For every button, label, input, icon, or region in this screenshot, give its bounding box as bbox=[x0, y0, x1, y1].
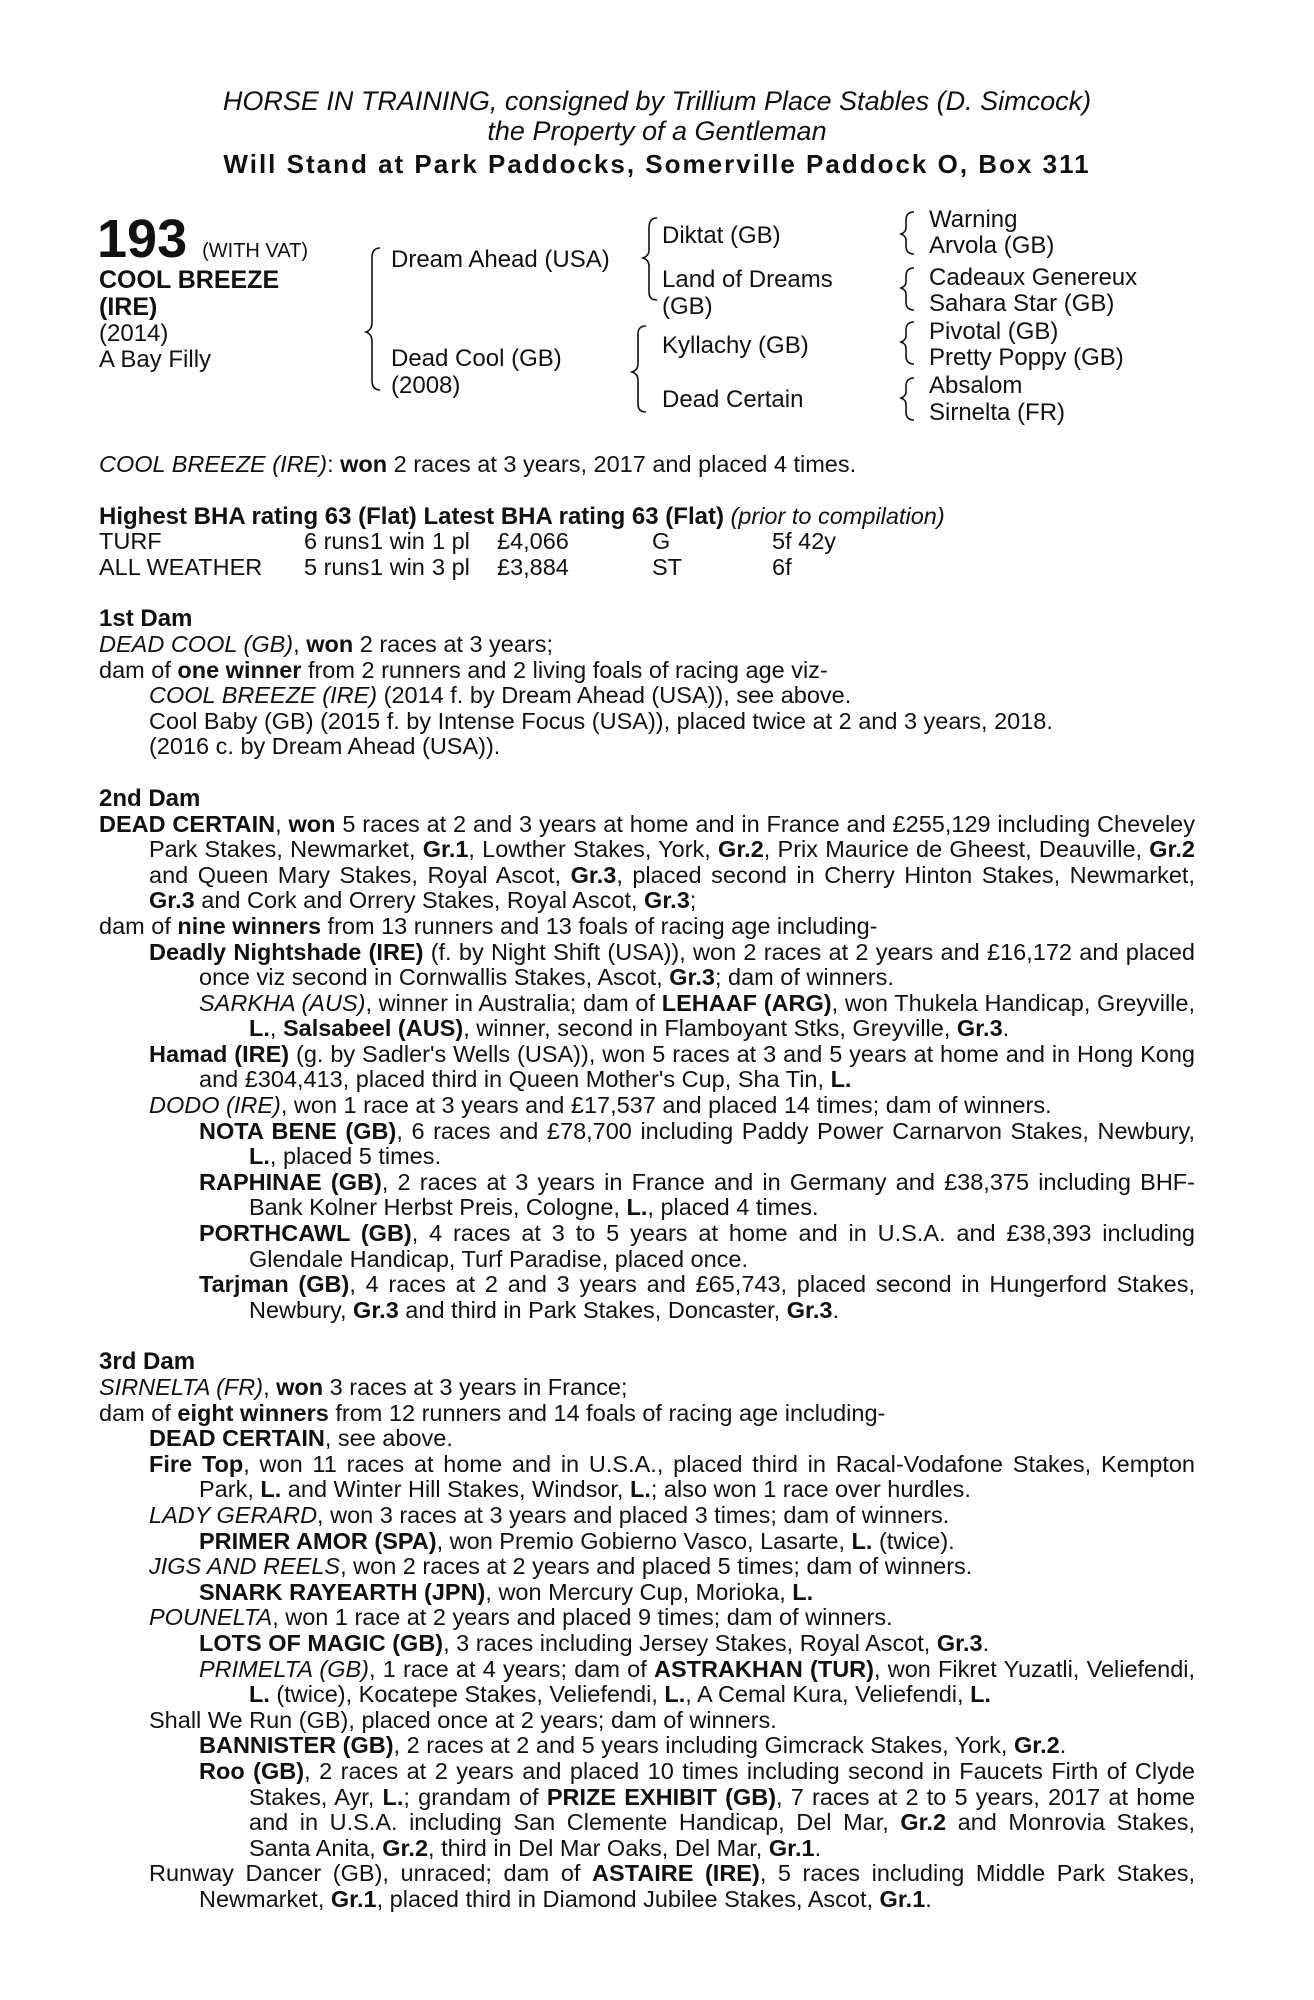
great-grandsire-3: Pivotal (GB) bbox=[929, 318, 1059, 345]
third-dam-heading: 3rd Dam bbox=[99, 1348, 196, 1376]
produce-item: Cool Baby (GB) (2015 f. by Intense Focus (USA)), placed twice at 2 and 3 years, 2018. bbox=[149, 707, 1053, 734]
produce-item: PRIMER AMOR (SPA), won Premio Gobierno Vasco, Lasarte, L. (twice). bbox=[199, 1527, 955, 1554]
great-grandsire-1: Warning bbox=[929, 206, 1018, 233]
dam-of-dam: Dead Certain bbox=[662, 386, 804, 413]
stand-location: Will Stand at Park Paddocks, Somerville Paddock O, Box 311 bbox=[223, 149, 1091, 179]
catalogue-header-line1: HORSE IN TRAINING, consigned by Trillium Place Stables (D. Simcock) bbox=[222, 86, 1092, 116]
produce-item: LADY GERARD, won 3 races at 3 years and placed 3 times; dam of winners. bbox=[149, 1501, 950, 1528]
produce-item: PRIMELTA (GB), 1 race at 4 years; dam of ASTRAKHAN (TUR), won Fikret Yuzatli, Veliefendi, L. (twice), Kocatepe Stakes, Veliefendi, L., A Cemal Kura, Veliefendi, L. bbox=[199, 1655, 1196, 1708]
first-dam-produce: dam of one winner from 2 runners and 2 living foals of racing age viz- bbox=[99, 656, 828, 683]
sire-of-sire: Diktat (GB) bbox=[662, 222, 781, 249]
produce-item: SNARK RAYEARTH (JPN), won Mercury Cup, Morioka, L. bbox=[199, 1578, 814, 1605]
great-granddam-2: Sahara Star (GB) bbox=[929, 290, 1115, 317]
foaling-year: (2014) bbox=[99, 320, 169, 347]
dam-of-sire: Land of Dreams bbox=[662, 266, 833, 293]
warning-arvola-bracket bbox=[901, 212, 914, 254]
produce-item: DEAD CERTAIN, see above. bbox=[149, 1425, 453, 1452]
sire-of-dam: Kyllachy (GB) bbox=[662, 332, 809, 359]
produce-item: BANNISTER (GB), 2 races at 2 and 5 years including Gimcrack Stakes, York, Gr.2. bbox=[199, 1732, 1067, 1759]
bha-ratings: Highest BHA rating 63 (Flat) Latest BHA rating 63 (Flat) (prior to compilation) bbox=[99, 502, 945, 530]
horse-country: (IRE) bbox=[99, 293, 158, 321]
absalom-sirnelta-bracket bbox=[901, 378, 914, 420]
great-granddam-4: Sirnelta (FR) bbox=[929, 399, 1066, 426]
sire-dam-bracket bbox=[366, 248, 380, 390]
produce-item: LOTS OF MAGIC (GB), 3 races including Jersey Stakes, Royal Ascot, Gr.3. bbox=[199, 1629, 990, 1656]
horse-description: A Bay Filly bbox=[99, 346, 212, 373]
dam-line-bracket bbox=[632, 326, 646, 412]
second-dam-heading: 2nd Dam bbox=[99, 784, 201, 812]
produce-item: POUNELTA, won 1 race at 2 years and placed 9 times; dam of winners. bbox=[149, 1604, 893, 1631]
second-dam-record: DEAD CERTAIN, won 5 races at 2 and 3 years at home and in France and £255,129 including Cheveley Park Stakes, Newmarket, Gr.1, Lowther Stakes, York, Gr.2, Prix Maurice de Gheest, Deauville, Gr.2 and Queen Mary Stakes, Royal Ascot, Gr.3, placed second in Cherry Hinton Stakes, Newmarket, Gr.3 and Cork and Orrery Stakes, Royal Ascot, Gr.3; bbox=[99, 810, 1196, 914]
catalogue-body bbox=[99, 452, 1195, 1912]
produce-item: JIGS AND REELS, won 2 races at 2 years and placed 5 times; dam of winners. bbox=[149, 1553, 973, 1580]
produce-item: RAPHINAE (GB), 2 races at 3 years in France and in Germany and £38,375 including BHF-Bank Kolner Herbst Preis, Cologne, L., placed 4 times. bbox=[199, 1168, 1195, 1221]
vat-note: (WITH VAT) bbox=[202, 240, 309, 262]
sire-name: Dream Ahead (USA) bbox=[391, 246, 610, 273]
produce-item: (2016 c. by Dream Ahead (USA)). bbox=[149, 733, 501, 760]
produce-item: Runway Dancer (GB), unraced; dam of ASTAIRE (IRE), 5 races including Middle Park Stakes, Newmarket, Gr.1, placed third in Diamond Jubilee Stakes, Ascot, Gr.1. bbox=[149, 1860, 1195, 1912]
produce-item: PORTHCAWL (GB), 4 races at 3 to 5 years at home and in U.S.A. and £38,393 including Glendale Handicap, Turf Paradise, placed once. bbox=[199, 1220, 1196, 1272]
produce-item: Shall We Run (GB), placed once at 2 years; dam of winners. bbox=[149, 1706, 777, 1733]
race-record-table bbox=[99, 529, 836, 580]
dam-name: Dead Cool (GB) bbox=[391, 345, 562, 372]
sire-line-bracket bbox=[643, 218, 657, 300]
third-dam-produce: dam of eight winners from 12 runners and 14 foals of racing age including- bbox=[99, 1399, 886, 1426]
table-row: TURF 6 runs 1 win 1 pl £4,066 G 5f 42y bbox=[99, 528, 837, 555]
great-grandsire-4: Absalom bbox=[929, 372, 1023, 399]
produce-item: Hamad (IRE) (g. by Sadler's Wells (USA)), won 5 races at 3 and 5 years at home and in Hong Kong and £304,413, placed third in Queen Mother's Cup, Sha Tin, L. bbox=[149, 1040, 1195, 1093]
first-dam-record: DEAD COOL (GB), won 2 races at 3 years; bbox=[99, 630, 554, 657]
produce-item: Deadly Nightshade (IRE) (f. by Night Shift (USA)), won 2 races at 2 years and £16,172 and placed once viz second in Cornwallis Stakes, Ascot, Gr.3; dam of winners. bbox=[149, 938, 1195, 991]
lot-number: 193 bbox=[97, 209, 188, 269]
second-dam-produce: dam of nine winners from 13 runners and 13 foals of racing age including- bbox=[99, 912, 878, 939]
produce-item: Roo (GB), 2 races at 2 years and placed 10 times including second in Faucets Firth of Clyde Stakes, Ayr, L.; grandam of PRIZE EXHIBIT (GB), 7 races at 2 to 5 years, 2017 at home and in U.S.A. including San Clemente Handicap, Del Mar, Gr.2 and Monrovia Stakes, Santa Anita, Gr.2, third in Del Mar Oaks, Del Mar, Gr.1. bbox=[199, 1757, 1195, 1861]
produce-item: Fire Top, won 11 races at home and in U.S.A., placed third in Racal-Vodafone Stakes, Kempton Park, L. and Winter Hill Stakes, Windsor, L.; also won 1 race over hurdles. bbox=[149, 1450, 1196, 1503]
produce-item: NOTA BENE (GB), 6 races and £78,700 including Paddy Power Carnarvon Stakes, Newbury, L., placed 5 times. bbox=[199, 1117, 1195, 1170]
dam-of-sire-country: (GB) bbox=[662, 293, 713, 320]
horse-name: COOL BREEZE bbox=[99, 266, 280, 294]
produce-item: SARKHA (AUS), winner in Australia; dam of LEHAAF (ARG), won Thukela Handicap, Greyville, L., Salsabeel (AUS), winner, second in Flamboyant Stks, Greyville, Gr.3. bbox=[199, 989, 1195, 1042]
dam-year: (2008) bbox=[391, 372, 461, 399]
pedigree-brackets bbox=[0, 0, 1314, 440]
produce-item: DODO (IRE), won 1 race at 3 years and £17,537 and placed 14 times; dam of winners. bbox=[149, 1092, 1052, 1119]
catalogue-header-line2: the Property of a Gentleman bbox=[487, 116, 827, 146]
pivotal-poppy-bracket bbox=[901, 322, 914, 364]
produce-item: Tarjman (GB), 4 races at 2 and 3 years and £65,743, placed second in Hungerford Stakes, Newbury, Gr.3 and third in Park Stakes, Doncaster, Gr.3. bbox=[199, 1271, 1195, 1323]
great-granddam-1: Arvola (GB) bbox=[929, 232, 1055, 259]
great-granddam-3: Pretty Poppy (GB) bbox=[929, 344, 1124, 371]
first-dam-heading: 1st Dam bbox=[99, 605, 193, 633]
produce-item: COOL BREEZE (IRE) (2014 f. by Dream Ahead (USA)), see above. bbox=[149, 682, 852, 709]
table-row: ALL WEATHER 5 runs 1 win 3 pl £3,884 ST 6f bbox=[99, 553, 792, 580]
third-dam-record: SIRNELTA (FR), won 3 races at 3 years in France; bbox=[99, 1374, 628, 1400]
race-summary: COOL BREEZE (IRE): won 2 races at 3 years, 2017 and placed 4 times. bbox=[99, 451, 857, 477]
great-grandsire-2: Cadeaux Genereux bbox=[929, 264, 1138, 291]
cadeaux-sahara-bracket bbox=[901, 268, 914, 310]
